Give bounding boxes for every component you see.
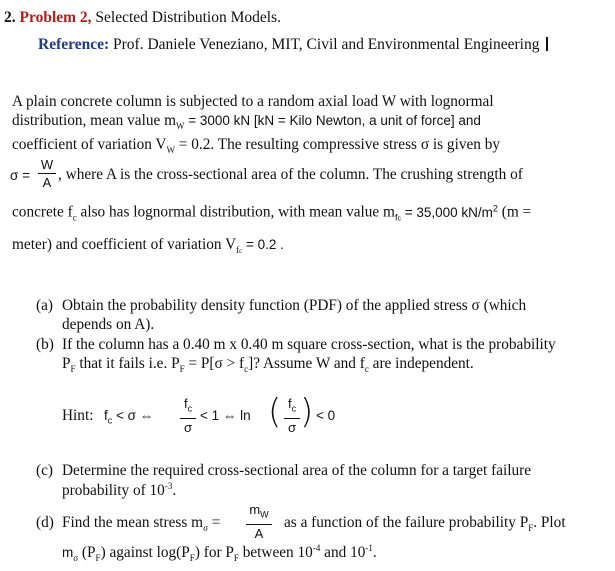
hint-part-1: $f_c < \sigma$ ⇔ bbox=[104, 408, 154, 426]
item-d-label: (d) bbox=[36, 514, 54, 531]
item-c-label: (c) bbox=[36, 462, 53, 479]
problem-number: 2. bbox=[4, 9, 16, 26]
item-b-line-2: $P_F$ that it fails i.e. $P_F = P[\sigma > f_c]$? Assume W and $f_c$ are independent. bbox=[62, 355, 474, 375]
item-b-label: (b) bbox=[36, 336, 54, 353]
para-line-2: distribution, mean value $m_W = 3000$ kN [kN = Kilo Newton, a unit of force] and bbox=[12, 112, 481, 132]
para-line-4: , where A is the cross-sectional area of the column. The crushing strength of bbox=[58, 166, 523, 183]
hint-part-3: < 0 bbox=[316, 408, 336, 423]
problem-title: Problem 2, bbox=[19, 9, 92, 26]
item-d-line-2: $m_\sigma$ $(P_F)$ against $\log(P_F)$ for $P_F$ between $10^{-4}$ and $10^{-1}$. bbox=[62, 543, 377, 564]
para-line-6: meter) and coefficient of variation $V_{fc} = 0.2$ . bbox=[12, 236, 284, 256]
hint-fraction-2: $f_c$ σ bbox=[284, 396, 300, 435]
item-a-label: (a) bbox=[36, 297, 53, 314]
hint-left-paren: ( bbox=[268, 392, 282, 432]
item-b-line-1: If the column has a 0.40 m x 0.40 m square cross-section, what is the probability bbox=[62, 336, 556, 353]
sigma-fraction: W A bbox=[38, 157, 56, 190]
hint-part-2: < 1 ⇔ ln bbox=[200, 408, 251, 423]
para-line-1: A plain concrete column is subjected to a random axial load W with lognormal bbox=[12, 93, 494, 110]
hint-right-paren: ) bbox=[300, 392, 314, 432]
item-a-line-1: Obtain the probability density function (PDF) of the applied stress σ (which bbox=[62, 297, 527, 314]
hint-fraction-1: $f_c$ σ bbox=[180, 396, 196, 435]
item-d-line-1a: Find the mean stress $m_\sigma$ = bbox=[62, 514, 221, 534]
reference-line bbox=[38, 36, 548, 54]
para-line-5: concrete $f_c$ also has lognormal distribution, with mean value $m_{fc} = 35,000$ $kN/m^2$ (m = bbox=[12, 203, 532, 223]
d-fraction: $m_W$ A bbox=[246, 502, 272, 541]
reference-text: Prof. Daniele Veneziano, MIT, Civil and Environmental Engineering bbox=[113, 36, 540, 53]
hint-label: Hint: bbox=[62, 407, 94, 424]
item-c-line-2: probability of $10^{-3}$. bbox=[62, 481, 177, 500]
item-c-line-1: Determine the required cross-sectional area of the column for a target failure bbox=[62, 462, 532, 479]
item-a-line-2: depends on A). bbox=[62, 316, 155, 333]
problem-title-rest: Selected Distribution Models. bbox=[95, 9, 281, 26]
item-d-line-1b: as a function of the failure probability $P_F$. Plot bbox=[284, 514, 566, 534]
para-line-3: coefficient of variation $V_W = 0.2$. The resulting compressive stress σ is given by bbox=[12, 136, 501, 156]
sigma-eq: σ = bbox=[10, 168, 30, 183]
problem-heading bbox=[4, 9, 281, 27]
reference-label: Reference: bbox=[38, 36, 110, 53]
cursor-bar bbox=[546, 37, 548, 51]
